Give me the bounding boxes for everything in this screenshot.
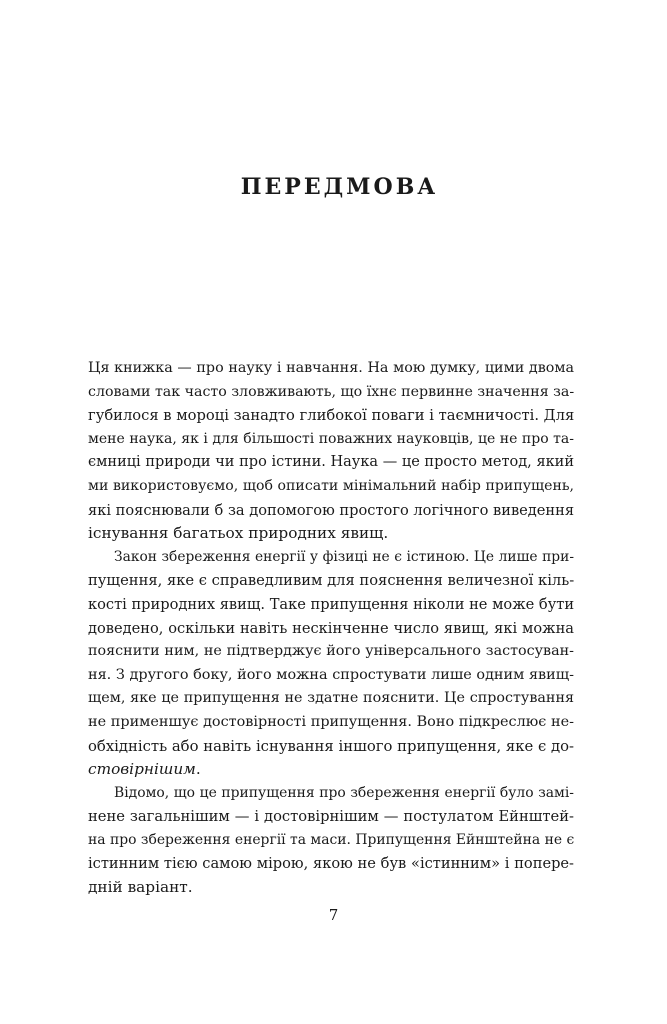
text-line: пояснити ним, не підтверджує його універсального застосуван- (88, 643, 574, 660)
text-line: губилося в мороці занадто глибокої поваги і таємничості. Для (88, 407, 575, 425)
body-text (88, 357, 574, 900)
text-line: кості природних явищ. Таке припущення ніколи не може бути (88, 595, 575, 613)
text-line: обхідність або навіть існування іншого припущення, яке є до- (88, 737, 574, 755)
text-line: нене загальнішим — і достовірнішим — постулатом Ейнштей- (88, 808, 574, 826)
text-line: не применшує достовірності припущення. Воно підкреслює не- (88, 713, 574, 730)
chapter-title: ПЕРЕДМОВА (240, 174, 439, 200)
text-line: Ця книжка — про науку і навчання. На мою думку, цими двома (88, 360, 574, 376)
text-line: доведено, оскільки навіть нескінченне число явищ, які можна (88, 619, 574, 637)
text-line: Закон збереження енергії у фізиці не є істиною. Це лише при- (114, 548, 574, 565)
text-line (88, 758, 574, 782)
text-line: існування багатьох природних явищ. (88, 524, 389, 543)
text-line: дній варіант. (88, 878, 193, 897)
text-line: на про збереження енергії та маси. Припущення Ейнштейна не є (88, 831, 575, 848)
page-number: 7 (328, 906, 339, 924)
text-line: мене наука, як і для більшості поважних науковців, це не про та- (88, 430, 574, 447)
text-line: пущення, яке є справедливим для пояснення величезної кіль- (88, 572, 575, 590)
paragraph-1 (88, 357, 574, 546)
text-line: ємниці природи чи про істини. Наука — це просто метод, який (88, 454, 574, 471)
text-line: щем, яке це припущення не здатне пояснити. Це спростування (88, 690, 574, 707)
text-line: Відомо, що це припущення про збереження енергії було замі- (114, 784, 574, 801)
text-fragment: . (195, 760, 201, 779)
text-line: словами так часто зловживають, що їхнє первинне значення за- (88, 383, 575, 400)
italic-word: стовірнішим (88, 760, 196, 779)
text-line: ми використовуємо, щоб описати мінімальний набір припущень, (88, 477, 574, 494)
text-line: істинним тією самою мірою, якою не був «істинним» і попере- (88, 855, 574, 873)
text-line: ня. З другого боку, його можна спростувати лише одним явищ- (88, 666, 574, 683)
paragraph-3 (88, 782, 574, 900)
text-line: які пояснювали б за допомогою простого логічного виведення (88, 501, 575, 519)
paragraph-2 (88, 546, 574, 782)
